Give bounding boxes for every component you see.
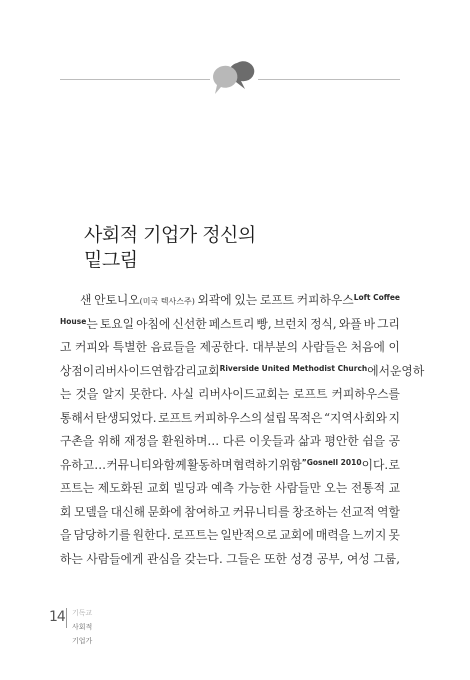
word: 있는: [234, 293, 258, 307]
word: 브런치: [273, 316, 308, 331]
text-line: [60, 336, 400, 360]
section-heading: [84, 223, 384, 273]
word: 리버사이드연합감리교회: [94, 363, 220, 378]
word: 관심을: [146, 551, 182, 566]
text-line: [60, 360, 425, 384]
word: 로프트는: [172, 528, 219, 542]
word: 이: [388, 340, 400, 354]
word: 는: [60, 387, 72, 401]
running-footer-line-2: 사회적: [72, 623, 93, 631]
word: 신선한: [172, 316, 207, 331]
text-line: [60, 289, 400, 313]
header-rule-right: [258, 79, 400, 80]
word: 평안한: [324, 434, 359, 448]
word: 유하고…: [60, 457, 106, 472]
word: 커뮤니티와: [106, 457, 164, 472]
word: 커피와: [74, 340, 110, 354]
word: 환원하며…: [161, 434, 220, 448]
word: 목적은: [288, 410, 323, 425]
text-line: [60, 501, 400, 525]
annotation-citation: ”Gosnell 2010: [301, 457, 362, 467]
word: 로프트: [158, 410, 193, 425]
word: 알지: [102, 387, 126, 401]
word: 아침에: [136, 316, 171, 331]
word: 그리: [377, 316, 400, 331]
text-line: [60, 524, 400, 548]
word: 사람들은: [301, 340, 348, 354]
word: 역할: [377, 504, 400, 519]
word: 함께: [163, 457, 187, 472]
word: 커피하우스: [296, 293, 354, 307]
word: 을: [60, 528, 72, 542]
word: 하는: [60, 551, 83, 566]
word: 예측: [211, 481, 234, 495]
text-line: [60, 407, 400, 431]
text-line: [60, 313, 400, 337]
word: 느끼지: [352, 528, 387, 542]
body-paragraph: [60, 289, 425, 571]
word: 갖는다.: [184, 551, 223, 566]
word: 로프트: [259, 293, 295, 307]
running-footer-line-3: 기업가: [72, 637, 93, 645]
word: 커피하우스의: [193, 410, 263, 425]
word: 담당하기를: [73, 528, 131, 542]
word: 못: [388, 528, 400, 542]
text-line: [60, 383, 400, 407]
word: 프트는: [60, 481, 95, 495]
word: 제공한다.: [199, 340, 249, 354]
text-line: [60, 454, 400, 478]
speech-bubbles-icon: [207, 57, 263, 99]
word: 빌딩과: [173, 481, 208, 495]
word: 교회에: [279, 528, 314, 542]
word: 위함: [279, 457, 302, 472]
word: 회: [60, 504, 72, 519]
word: 참여하고: [184, 504, 230, 519]
word: 빵,: [256, 316, 272, 331]
word: 대신해: [110, 504, 145, 519]
word: 로프트: [293, 387, 328, 401]
annotation-english-name: House: [60, 316, 87, 326]
word: 정식,: [310, 316, 337, 331]
word: 지: [388, 410, 400, 425]
word: 외곽에: [197, 293, 232, 307]
word: 제도화된: [97, 481, 144, 495]
word: 고: [60, 340, 72, 354]
word: 다른: [222, 434, 246, 448]
word: 이다.: [361, 457, 389, 472]
word: 처음에: [350, 340, 385, 354]
word: 못한다.: [129, 387, 168, 401]
word: 설립: [263, 410, 287, 425]
footer-divider: [66, 608, 67, 628]
running-footer-line-1: 기독교: [72, 609, 93, 617]
word: 가능한: [237, 481, 272, 495]
word: 여성: [347, 551, 370, 566]
text-line: [60, 548, 400, 572]
word: 창조하는: [292, 504, 338, 519]
word: 특별한: [112, 340, 147, 354]
annotation-english-name: Riverside United Methodist Church: [219, 363, 368, 373]
word: 위해: [97, 434, 121, 448]
word: 오는: [324, 481, 348, 495]
text-line: [60, 477, 400, 501]
annotation-english-name: Loft Coffee: [353, 293, 400, 302]
word: 교회: [146, 481, 170, 495]
word: 이웃들과: [249, 434, 295, 448]
page-number: 14: [49, 609, 65, 625]
running-footer: [72, 606, 92, 648]
word: 공: [388, 434, 400, 448]
word: 쉼을: [362, 434, 386, 448]
word: 와플: [338, 316, 362, 331]
word: 협력하기: [233, 457, 279, 472]
section-heading-line-2: 밑그림: [84, 248, 138, 271]
word: 그들은: [226, 551, 261, 566]
word: 는: [86, 316, 98, 331]
word: 운영하: [390, 363, 425, 378]
word: 샌: [80, 293, 92, 307]
word: 사람들만: [275, 481, 321, 495]
word: 전통적: [350, 481, 386, 495]
word: 삶과: [298, 434, 321, 448]
word: 그룹,: [373, 551, 400, 566]
word: 안토니오: [94, 293, 140, 307]
word: 원한다.: [132, 528, 171, 542]
word: 모델을: [74, 504, 109, 519]
word: 사실: [171, 387, 194, 401]
word: 대부분의: [252, 340, 299, 354]
word: 교: [388, 481, 400, 495]
word: 공부,: [316, 551, 344, 566]
word: 바: [363, 316, 376, 331]
text-line: [60, 430, 400, 454]
word: 활동하며: [187, 457, 233, 472]
word: 리버사이드교회는: [198, 387, 290, 401]
word: 에서: [367, 363, 391, 378]
word: 탄생되었다.: [95, 410, 157, 425]
word: 일반적으로: [220, 528, 278, 542]
word: 커뮤니티를: [232, 504, 290, 519]
word: 사람들에게: [86, 551, 144, 566]
word: 성경: [290, 551, 314, 566]
word: “지역사회와: [324, 410, 388, 425]
word: 또한: [264, 551, 287, 566]
word: 페스트리: [208, 316, 255, 331]
word: 상점이: [60, 363, 95, 378]
header-rule-left: [60, 79, 210, 80]
word: 매력을: [315, 528, 351, 542]
word: 커피하우스를: [331, 387, 400, 401]
section-heading-line-1: 사회적 기업가 정신의: [84, 223, 256, 246]
word: 통해서: [60, 410, 95, 425]
word: 문화에: [147, 504, 182, 519]
word: 로: [388, 457, 400, 472]
annotation-location: (미국 텍사스주): [139, 297, 195, 306]
word: 음료들을: [150, 340, 197, 354]
word: 재정을: [124, 434, 159, 448]
word: 토요일: [99, 316, 135, 331]
word: 구촌을: [60, 434, 95, 448]
word: 것을: [75, 387, 99, 401]
word: 선교적: [340, 504, 375, 519]
